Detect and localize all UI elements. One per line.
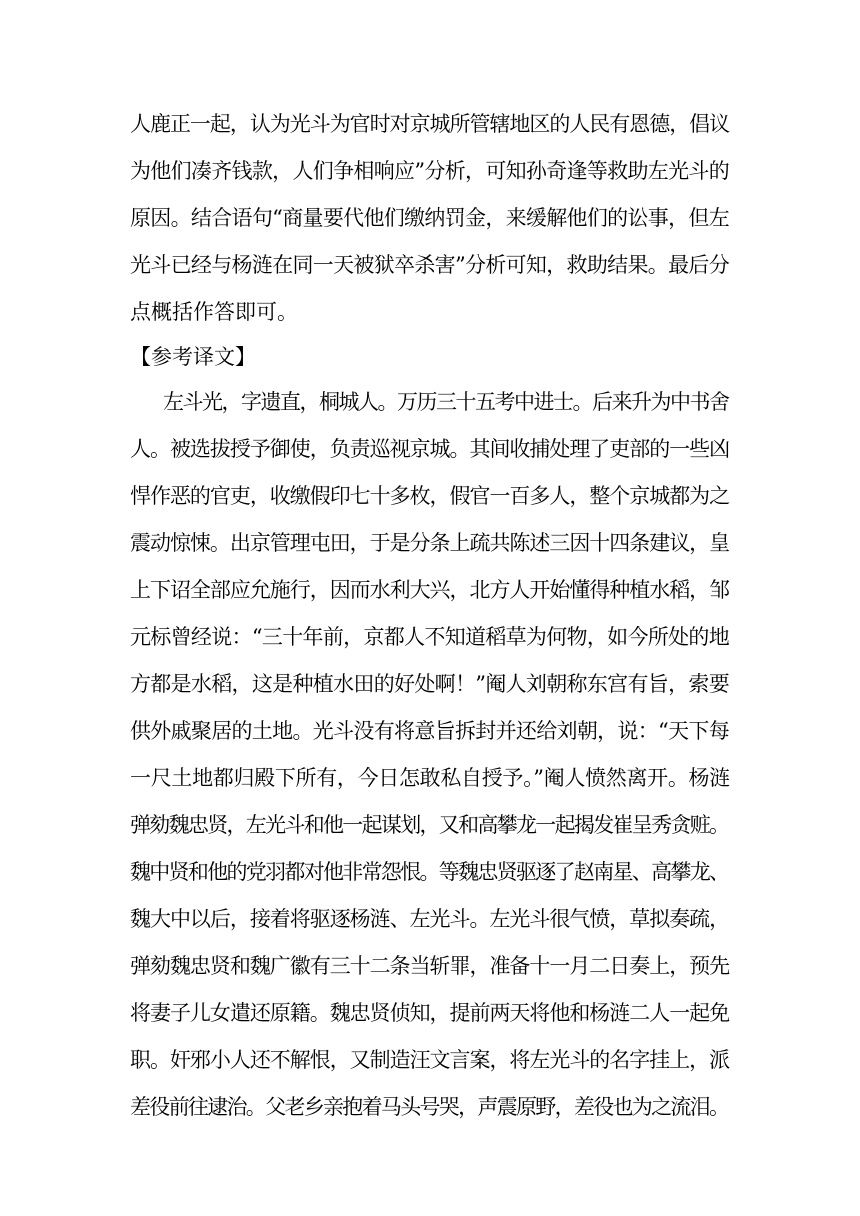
analysis-line-2: 为他们凑齐钱款，人们争相响应”分析，可知孙奇逢等救助左光斗的 [130, 159, 730, 183]
translation-line-12: 魏大中以后，接着将驱逐杨涟、左光斗。左光斗很气愤，草拟奏疏， [130, 907, 730, 931]
translation-line-1: 左斗光，字遗直，桐城人。万历三十五考中进士。后来升为中书舍 [163, 390, 729, 414]
translation-line-6: 元标曾经说：“三十年前，京都人不知道稻草为何物，如今所处的地 [130, 625, 730, 649]
section-heading: 【参考译文】 [130, 345, 256, 369]
analysis-line-5: 点概括作答即可。 [130, 300, 298, 324]
translation-line-9: 一尺土地都归殿下所有，今日怎敢私自授予。”阉人愤然离开。杨涟 [130, 766, 730, 790]
analysis-line-1: 人鹿正一起，认为光斗为官时对京城所管辖地区的人民有恩德，倡议 [130, 112, 730, 136]
translation-line-7: 方都是水稻，这是种植水田的好处啊！”阉人刘朝称东宫有旨，索要 [130, 672, 730, 696]
analysis-line-3: 原因。结合语句“商量要代他们缴纳罚金，来缓解他们的讼事，但左 [130, 206, 730, 230]
translation-line-4: 震动惊悚。出京管理屯田，于是分条上疏共陈述三因十四条建议，皇 [130, 531, 730, 555]
translation-line-13: 弹劾魏忠贤和魏广徽有三十二条当斩罪，准备十一月二日奏上，预先 [130, 954, 730, 978]
analysis-line-4: 光斗已经与杨涟在同一天被狱卒杀害”分析可知，救助结果。最后分 [130, 253, 730, 277]
translation-line-3: 悍作恶的官吏，收缴假印七十多枚，假官一百多人，整个京城都为之 [130, 484, 730, 508]
translation-line-10: 弹劾魏忠贤，左光斗和他一起谋划，又和高攀龙一起揭发崔呈秀贪赃。 [130, 813, 729, 837]
translation-line-15: 职。奸邪小人还不解恨，又制造汪文言案，将左光斗的名字挂上，派 [130, 1048, 730, 1072]
translation-line-2: 人。被选拔授予御使，负责巡视京城。其间收捕处理了吏部的一些凶 [130, 437, 730, 461]
translation-line-8: 供外戚聚居的土地。光斗没有将意旨拆封并还给刘朝，说：“天下每 [130, 719, 730, 743]
translation-line-11: 魏中贤和他的党羽都对他非常怨恨。等魏忠贤驱逐了赵南星、高攀龙、 [130, 860, 729, 884]
translation-line-5: 上下诏全部应允施行，因而水利大兴，北方人开始懂得种植水稻，邹 [130, 578, 730, 602]
translation-line-14: 将妻子儿女遣还原籍。魏忠贤侦知，提前两天将他和杨涟二人一起免 [130, 1001, 730, 1025]
translation-line-16: 差役前往逮治。父老乡亲抱着马头号哭，声震原野，差役也为之流泪。 [130, 1095, 729, 1119]
